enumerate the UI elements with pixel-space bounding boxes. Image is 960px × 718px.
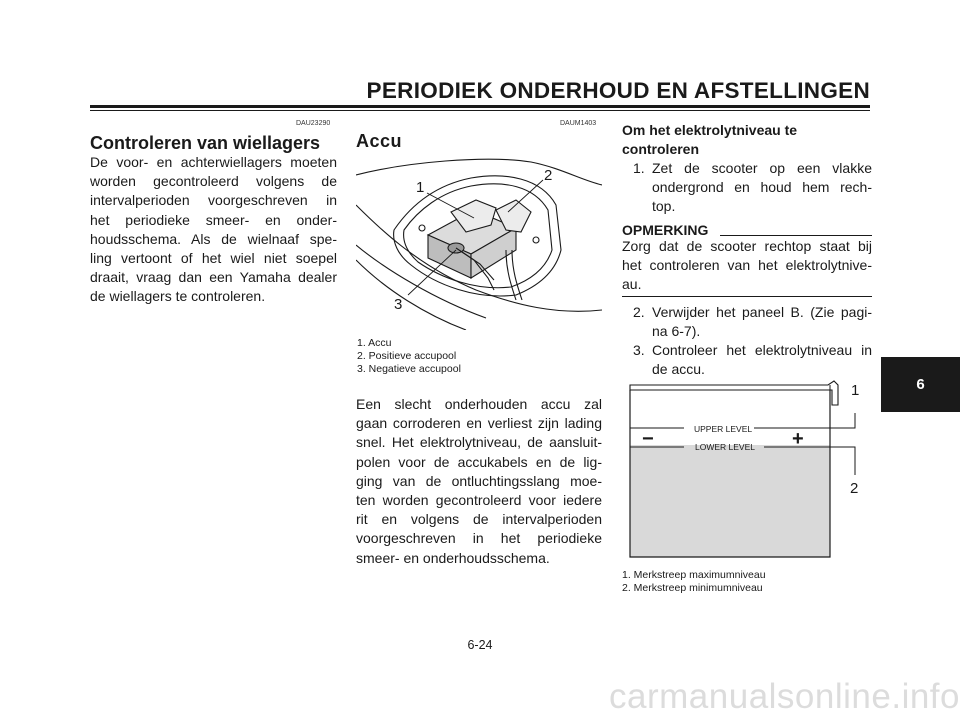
text-line: intervalperioden voorgeschreven in: [90, 192, 337, 209]
plus-symbol: +: [792, 428, 804, 450]
text-line: Zet de scooter op een vlakke: [652, 160, 872, 176]
section-code: DAUM1403: [560, 120, 597, 127]
text-line: smeer- en onderhoudsschema.: [356, 549, 550, 566]
text-line: top.: [652, 198, 676, 214]
callout-2: 2: [850, 480, 859, 497]
text-line: polen voor de accukabels en de lig-: [356, 453, 602, 470]
text-line: ondergrond en houd hem rech-: [652, 179, 872, 195]
note-rule: [720, 235, 872, 236]
text-line: ging van de ontluchtingsslang moe-: [356, 472, 602, 489]
note-rule-bottom: [622, 296, 872, 297]
step-3: [633, 341, 872, 379]
note-label: OPMERKING: [622, 222, 709, 238]
caption: 1. Accu: [357, 337, 392, 349]
caption: 2. Merkstreep minimumniveau: [622, 582, 763, 594]
text-line: Zorg dat de scooter rechtop staat bij: [622, 238, 872, 254]
text-line: de accu.: [652, 361, 705, 377]
text-line: Controleer het elektrolytniveau in: [652, 342, 872, 358]
minus-symbol: −: [642, 428, 654, 450]
chapter-tab: 6: [881, 357, 960, 412]
callout-2: 2: [544, 167, 553, 184]
page-number: 6-24: [467, 638, 493, 652]
step-number: 3.: [633, 342, 645, 358]
step-number: 2.: [633, 304, 645, 320]
text-line: worden gecontroleerd volgens de: [90, 173, 337, 190]
procedure-heading: [622, 121, 797, 159]
wheel-bearings-paragraph: [90, 153, 337, 307]
callout-1: 1: [851, 382, 860, 399]
text-line: au.: [622, 276, 642, 293]
text-line: Verwijder het paneel B. (Zie pagi-: [652, 304, 872, 320]
section-code: DAU23290: [296, 120, 331, 127]
upper-level-label: UPPER LEVEL: [694, 424, 753, 434]
electrolyte-level-figure: [618, 375, 880, 560]
battery-paragraph: [356, 395, 602, 568]
level-figure-captions: [622, 569, 766, 595]
caption: 1. Merkstreep maximumniveau: [622, 569, 766, 581]
text-line: het periodieke smeer- en onder-: [90, 211, 337, 228]
callout-3: 3: [394, 296, 403, 313]
text-line: rit en volgens de intervalperioden: [356, 511, 602, 528]
heading-line: controleren: [622, 141, 700, 157]
text-line: houdsschema. Als de wielnaaf spe-: [90, 230, 337, 247]
caption: 3. Negatieve accupool: [357, 363, 461, 375]
lower-level-label: LOWER LEVEL: [695, 442, 755, 452]
text-line: De voor- en achterwiellagers moeten: [90, 154, 337, 170]
text-line: gaan corroderen en verliest zijn lading: [356, 415, 602, 432]
text-line: voorgeschreven in het periodieke: [356, 530, 602, 547]
watermark: carmanualsonline.info: [609, 677, 960, 716]
battery-figure-captions: [357, 337, 461, 376]
text-line: de wiellagers te controleren.: [90, 288, 266, 305]
text-line: draait, vraag dan een Yamaha dealer: [90, 269, 337, 286]
header-rule: [90, 105, 870, 108]
section-title-wheel-bearings: Controleren van wiellagers: [90, 133, 321, 153]
step-1: [633, 159, 872, 216]
section-title-battery: Accu: [356, 131, 403, 151]
header-rule-thin: [90, 110, 870, 111]
heading-line: Om het elektrolytniveau te: [622, 122, 798, 138]
callout-1: 1: [416, 179, 425, 196]
text-line: ten worden gecontroleerd voor iedere: [356, 492, 602, 509]
text-line: ling vertoont of het wiel niet soepel: [90, 250, 337, 267]
note-text: [622, 237, 872, 295]
text-line: na 6-7).: [652, 323, 701, 339]
text-line: Een slecht onderhouden accu zal: [356, 396, 602, 412]
step-number: 1.: [633, 160, 645, 176]
text-line: snel. Het elektrolytniveau, de aansluit-: [356, 434, 602, 451]
text-line: het controleren van het elektrolytnive-: [622, 257, 872, 274]
step-2: [633, 303, 872, 341]
page-header-title: PERIODIEK ONDERHOUD EN AFSTELLINGEN: [366, 78, 870, 103]
caption: 2. Positieve accupool: [357, 350, 457, 362]
battery-location-figure: [356, 150, 602, 330]
